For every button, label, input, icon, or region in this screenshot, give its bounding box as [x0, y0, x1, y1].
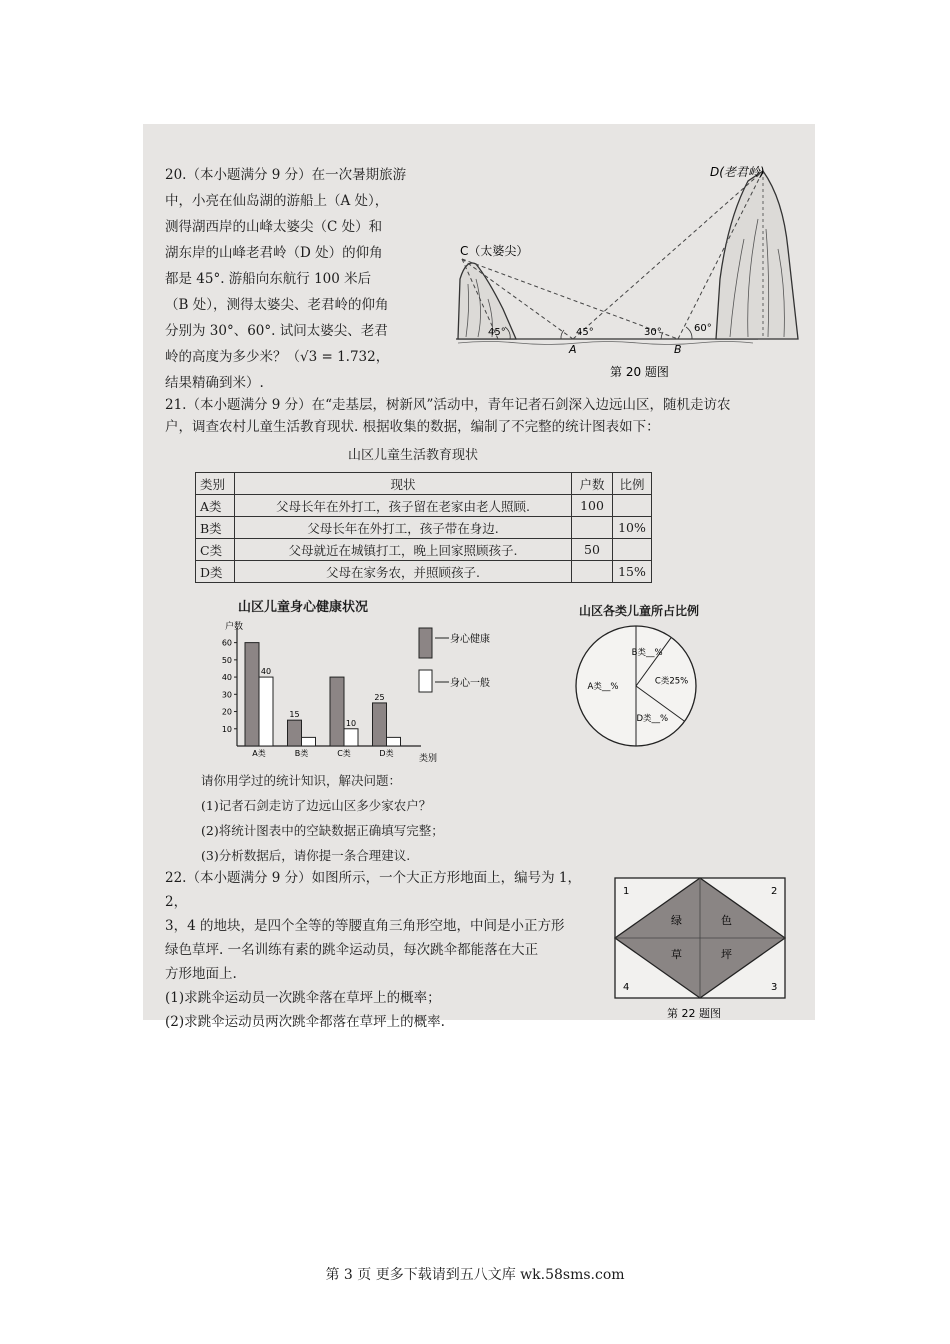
table-cell: 15%: [613, 561, 652, 583]
table-cell: [572, 517, 613, 539]
label-a: A: [569, 343, 577, 356]
bar-data-label: 40: [260, 667, 272, 677]
lawn-char: 色: [721, 914, 732, 927]
bar: [387, 737, 401, 746]
figure-caption: 第 22 题图: [667, 1007, 721, 1020]
bar-data-label: 25: [374, 692, 385, 702]
angle-label: 30°: [644, 327, 662, 338]
q22-text: [165, 866, 585, 1034]
bar: [245, 643, 259, 746]
figure-caption: 第 20 题图: [610, 365, 669, 379]
angle-label: 45°: [576, 327, 594, 338]
lawn-char: 绿: [671, 914, 682, 927]
corner-label: 2: [771, 886, 778, 897]
table-cell: 100: [572, 495, 613, 517]
angle-arc: [561, 330, 564, 339]
table-cell: [613, 495, 652, 517]
q20-line: 都是 45°. 游船向东航行 100 米后: [165, 271, 372, 287]
q20-mountain-figure: [448, 159, 813, 394]
x-tick-label: B类: [294, 749, 309, 758]
y-tick-label: 40: [221, 673, 232, 683]
status-table: [195, 472, 652, 583]
y-tick-label: 10: [221, 724, 232, 734]
corner-label: 4: [623, 982, 630, 993]
angle-label: 60°: [694, 323, 712, 334]
table-cell: 父母长年在外打工，孩子留在老家由老人照顾.: [235, 495, 572, 517]
q20-line: （B 处），测得太婆尖、老君岭的仰角: [165, 297, 389, 313]
table-row: [196, 539, 652, 561]
bar: [259, 677, 273, 746]
y-tick-label: 30: [221, 690, 232, 700]
bar-chart-title: 山区儿童身心健康状况: [238, 600, 369, 615]
bar: [302, 737, 316, 746]
bar-data-label: 10: [345, 718, 357, 728]
table-cell: B类: [196, 517, 235, 539]
q21-line: 21.（本小题满分 9 分）在“走基层，树新风”活动中，青年记者石剑深入边远山区，随机走访农: [165, 397, 731, 413]
table-row: [196, 561, 652, 583]
q20-line: 中，小亮在仙岛湖的游船上（A 处），: [165, 193, 389, 209]
page-footer: 第 3 页 更多下载请到五八文库 wk.58sms.com: [325, 1267, 625, 1283]
pie-slice-label: B类__%: [631, 647, 663, 658]
question-line: (3)分析数据后，请你提一条合理建议.: [201, 848, 411, 863]
legend-swatch-normal: [419, 670, 432, 692]
legend-label-healthy: 身心健康: [450, 634, 490, 645]
pie-chart-title: 山区各类儿童所占比例: [579, 604, 700, 618]
table-header: 现状: [235, 473, 572, 495]
y-tick-label: 20: [221, 707, 232, 717]
q22-line: (2)求跳伞运动员两次跳伞都落在草坪上的概率.: [165, 1014, 445, 1030]
y-tick-label: 50: [221, 655, 232, 665]
q20-line: 湖东岸的山峰老君岭（D 处）的仰角: [165, 245, 383, 261]
label-c: C（太婆尖）: [460, 244, 529, 258]
table-header: 户数: [572, 473, 613, 495]
bar-chart: [213, 618, 553, 768]
mountain-d: [716, 171, 798, 339]
pie-slice-label: D类__%: [636, 714, 669, 725]
q20-line: 岭的高度为多少米？（√3 = 1.732，: [165, 349, 390, 365]
lawn-char: 草: [671, 948, 682, 961]
q22-square-figure: [611, 874, 791, 1020]
table-cell: [613, 539, 652, 561]
table-cell: 父母在家务农，并照顾孩子.: [235, 561, 572, 583]
table-cell: A类: [196, 495, 235, 517]
corner-label: 3: [771, 982, 778, 993]
x-tick-label: C类: [337, 749, 351, 758]
table-cell: 父母长年在外打工，孩子带在身边.: [235, 517, 572, 539]
lake-waves: [458, 342, 753, 345]
mountain-c: [458, 263, 516, 339]
table-cell: [572, 561, 613, 583]
bar-y-axis-label: 户数: [225, 622, 244, 632]
q20-line: 结果精确到米）.: [165, 375, 264, 391]
table-cell: 父母就近在城镇打工，晚上回家照顾孩子.: [235, 539, 572, 561]
question-line: (2)将统计图表中的空缺数据正确填写完整；: [201, 823, 444, 838]
label-b: B: [674, 343, 682, 356]
x-tick-label: A类: [252, 749, 266, 758]
q22-line: 绿色草坪. 一名训练有素的跳伞运动员，每次跳伞都能落在大正: [165, 942, 539, 958]
table-cell: D类: [196, 561, 235, 583]
q21-questions: [201, 768, 621, 868]
q22-line: 3，4 的地块，是四个全等的等腰直角三角形空地，中间是小正方形: [165, 918, 565, 934]
pie-chart: [568, 620, 718, 750]
table-cell: C类: [196, 539, 235, 561]
bar: [344, 729, 358, 746]
angle-label: 45°: [488, 327, 506, 338]
table-header: 类别: [196, 473, 235, 495]
q22-line: (1)求跳伞运动员一次跳伞落在草坪上的概率；: [165, 990, 441, 1006]
lawn-char: 坪: [721, 948, 732, 961]
pie-slice-label: A类__%: [587, 682, 619, 692]
scanned-page: [143, 124, 815, 1030]
x-tick-label: D类: [379, 749, 394, 758]
table-header: 比例: [613, 473, 652, 495]
q22-line: 方形地面上.: [165, 966, 237, 982]
question-line: (1)记者石剑走访了边远山区多少家农户？: [201, 798, 432, 813]
pie-slice-label: C类25%: [654, 676, 689, 687]
q22-line: 22.（本小题满分 9 分）如图所示，一个大正方形地面上，编号为 1，2，: [165, 870, 582, 910]
question-line: 请你用学过的统计知识，解决问题：: [201, 773, 402, 788]
table-row: [196, 495, 652, 517]
angle-arc: [686, 327, 692, 339]
table-row: [196, 517, 652, 539]
legend-label-normal: 身心一般: [450, 678, 490, 689]
q20-line: 分别为 30°、60°. 试问太婆尖、老君: [165, 323, 388, 339]
bar: [288, 720, 302, 746]
q21-header: [165, 394, 805, 438]
q20-line: 20.（本小题满分 9 分）在一次暑期旅游: [165, 167, 407, 183]
q20-line: 测得湖西岸的山峰太婆尖（C 处）和: [165, 219, 383, 235]
corner-label: 1: [623, 886, 630, 897]
bar: [330, 677, 344, 746]
table-cell: 10%: [613, 517, 652, 539]
legend-swatch-healthy: [419, 628, 432, 658]
table-header-row: [196, 473, 652, 495]
y-tick-label: 60: [221, 638, 232, 648]
table-cell: 50: [572, 539, 613, 561]
bar-data-label: 15: [289, 710, 300, 720]
bar: [373, 703, 387, 746]
label-d: D(老君岭): [710, 165, 765, 179]
bar-x-axis-label: 类别: [419, 754, 438, 764]
q20-text: [165, 162, 437, 396]
table-title: 山区儿童生活教育现状: [347, 448, 478, 463]
q21-line: 户，调查农村儿童生活教育现状. 根据收集的数据，编制了不完整的统计图表如下：: [165, 419, 660, 435]
